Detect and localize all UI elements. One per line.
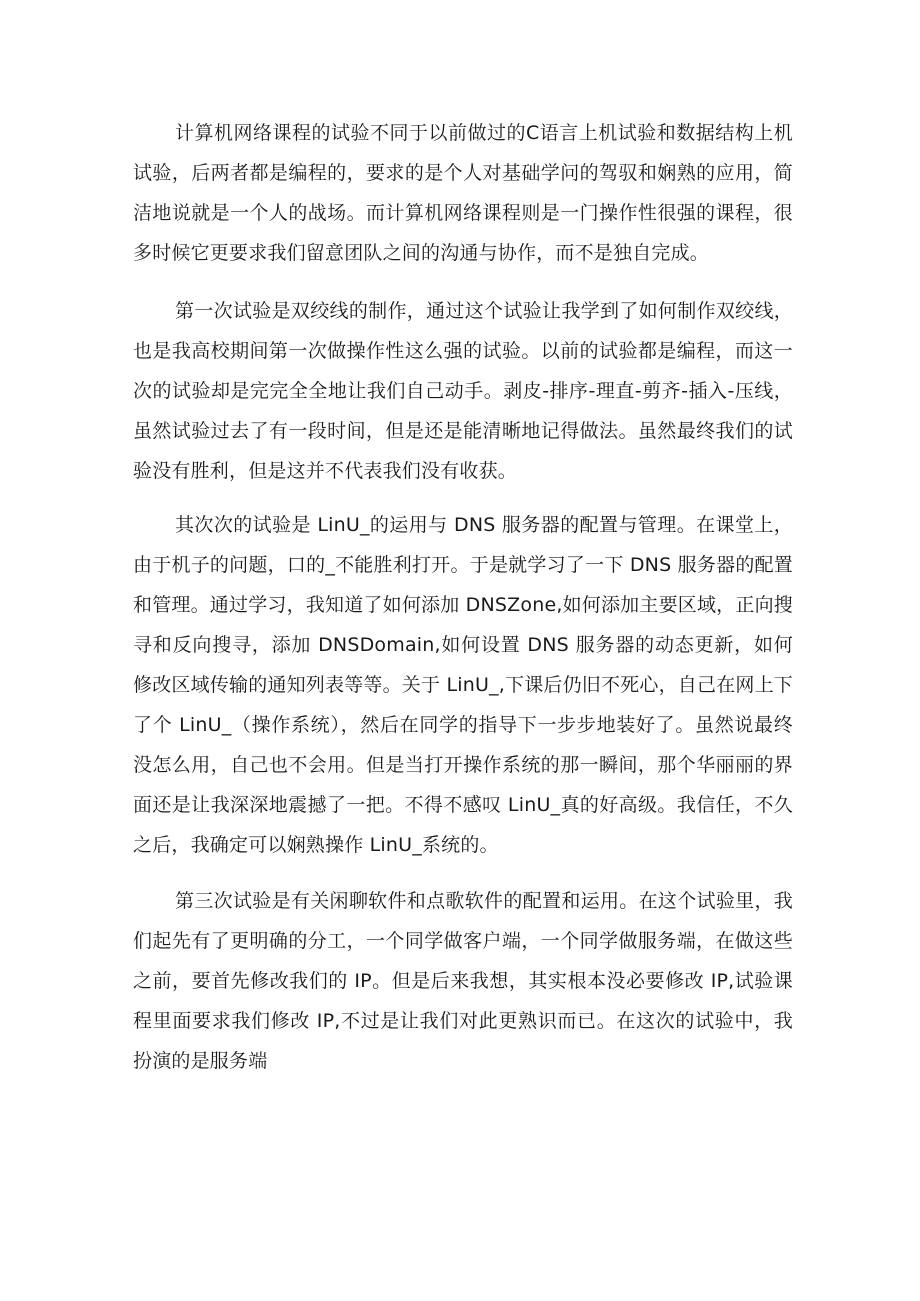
paragraph-2: 第一次试验是双绞线的制作，通过这个试验让我学到了如何制作双绞线，也是我高校期间第一次做操作性这么强的试验。以前的试验都是编程，而这一次的试验却是完完全全地让我们自己动手。剥皮-排序-理直-剪齐-插入-压线，虽然试验过去了有一段时间，但是还是能清晰地记得做法。虽然最终我们的试验没有胜利，但是这并不代表我们没有收获。	[133, 300, 793, 482]
paragraph-4: 第三次试验是有关闲聊软件和点歌软件的配置和运用。在这个试验里，我们起先有了更明确的分工，一个同学做客户端，一个同学做服务端，在做这些之前，要首先修改我们的 IP。但是后来我想，其实根本没必要修改 IP,试验课程里面要求我们修改 IP,不过是让我们对此更熟识而已。在这次的试验中，我扮演的是服务端	[133, 890, 793, 1072]
paragraph-3: 其次次的试验是 LinU_的运用与 DNS 服务器的配置与管理。在课堂上，由于机子的问题，口的_不能胜利打开。于是就学习了一下 DNS 服务器的配置和管理。通过学习，我知道了如何添加 DNSZone,如何添加主要区域，正向搜寻和反向搜寻，添加 DNSDomain,如何设置 DNS 服务器的动态更新，如何修改区域传输的通知列表等等。关于 LinU_,下课后仍旧不死心，自己在网上下了个 LinU_（操作系统），然后在同学的指导下一步步地装好了。虽然说最终没怎么用，自己也不会用。但是当打开操作系统的那一瞬间，那个华丽丽的界面还是让我深深地震撼了一把。不得不感叹 LinU_真的好高级。我信任，不久之后，我确定可以娴熟操作 LinU_系统的。	[133, 514, 793, 856]
paragraph-1: 计算机网络课程的试验不同于以前做过的C语言上机试验和数据结构上机试验，后两者都是编程的，要求的是个人对基础学问的驾驭和娴熟的应用，简洁地说就是一个人的战场。而计算机网络课程则是一门操作性很强的课程，很多时候它更要求我们留意团队之间的沟通与协作，而不是独自完成。	[133, 122, 793, 264]
document-body	[133, 113, 793, 1081]
